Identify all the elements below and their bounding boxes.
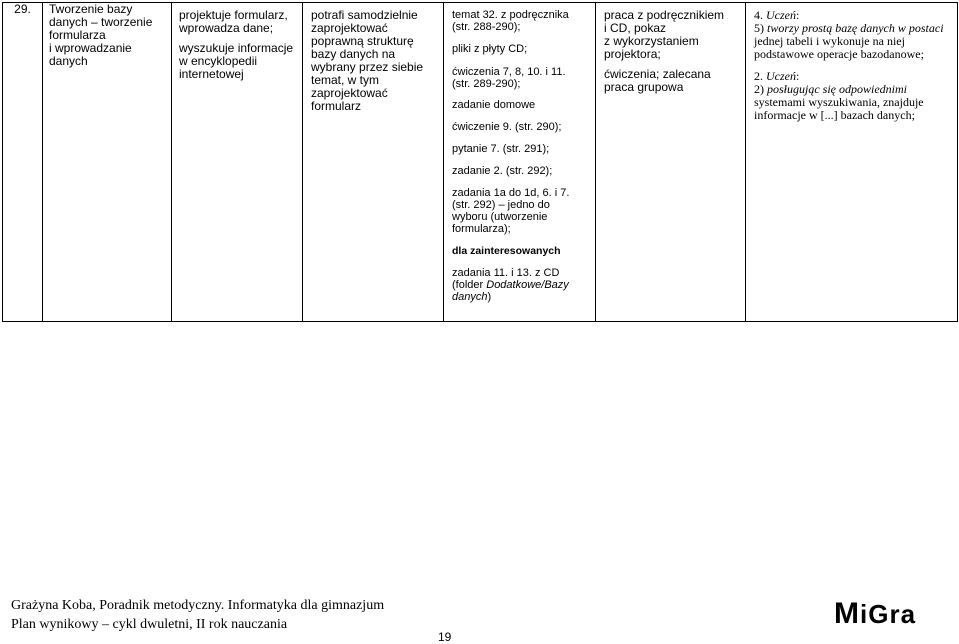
materials <box>444 3 595 303</box>
requirement-line: wprowadza dane; <box>179 21 274 35</box>
interested-heading: dla zainteresowanych <box>452 245 561 257</box>
methods-line: projektora; <box>604 47 661 61</box>
standards <box>746 3 957 122</box>
materials-line: (folder Dodatkowe/Bazy <box>452 279 569 291</box>
page-number: 19 <box>438 630 452 644</box>
topic-text <box>43 3 171 68</box>
requirement-item <box>179 9 296 35</box>
materials-line: ćwiczenia 7, 8, 10. i 11. <box>452 66 566 78</box>
methods-line: ćwiczenia; zalecana <box>604 67 711 81</box>
standard-line: 2) posługując się odpowiednimi <box>754 82 907 96</box>
topic-line: formularza <box>49 28 106 42</box>
materials-line: pliki z płyty CD; <box>452 43 528 55</box>
materials-line: danych) <box>452 291 492 303</box>
methods-line: praca grupowa <box>604 80 684 94</box>
row-number-cell <box>3 3 43 322</box>
footer-plan-line: Plan wynikowy – cykl dwuletni, II rok nauczania <box>11 617 288 632</box>
lesson-plan-table <box>2 2 958 322</box>
materials-line: formularza); <box>452 223 511 235</box>
materials-line: ćwiczenie 9. (str. 290); <box>452 121 562 133</box>
requirement-line: wyszukuje informacje <box>179 41 294 55</box>
materials-line: (str. 289-290); <box>452 78 521 90</box>
topic-cell <box>43 3 172 322</box>
row-number: 29. <box>14 2 31 16</box>
requirement-line: potrafi samodzielnie <box>311 8 418 22</box>
standard-heading: 4. Uczeń: <box>754 8 800 22</box>
table-row <box>3 3 958 322</box>
materials-line: pytanie 7. (str. 291); <box>452 143 550 155</box>
methods-cell <box>596 3 746 322</box>
basic-requirements-cell <box>172 3 303 322</box>
methods <box>596 3 745 94</box>
homework-heading: zadanie domowe <box>452 99 536 111</box>
materials-line: zadania 11. i 13. z CD <box>452 267 560 279</box>
requirement-line: bazy danych na <box>311 47 396 61</box>
extended-requirements <box>303 3 443 113</box>
standards-cell <box>746 3 958 322</box>
topic-line: Tworzenie bazy <box>49 2 133 16</box>
materials-line: wyboru (utworzenie <box>452 211 548 223</box>
requirement-line: wybrany przez siebie <box>311 60 424 74</box>
methods-line: i CD, pokaz <box>604 21 667 35</box>
requirement-line: zaprojektować formularz <box>311 86 388 113</box>
requirement-line: temat, w tym <box>311 73 380 87</box>
standard-line: podstawowe operacje bazodanowe; <box>754 47 924 61</box>
requirement-line: internetowej <box>179 67 244 81</box>
standard-heading: 2. Uczeń: <box>754 69 800 83</box>
standard-line: informacje w [...] bazach danych; <box>754 108 915 122</box>
methods-line: praca z podręcznikiem <box>604 8 725 22</box>
requirement-item <box>179 42 296 81</box>
requirement-line: poprawną strukturę <box>311 34 414 48</box>
topic-line: i wprowadzanie <box>49 41 132 55</box>
materials-line: (str. 288-290); <box>452 21 521 33</box>
basic-requirements <box>172 3 302 81</box>
materials-line: zadanie 2. (str. 292); <box>452 165 553 177</box>
standard-line: systemami wyszukiwania, znajduje <box>754 95 924 109</box>
requirement-line: projektuje formularz, <box>179 8 288 22</box>
standard-line: 5) tworzy prostą bazę danych w postaci <box>754 21 944 35</box>
materials-line: (str. 292) – jedno do <box>452 199 550 211</box>
materials-line: zadania 1a do 1d, 6. i 7. <box>452 187 570 199</box>
materials-line: temat 32. z podręcznika <box>452 9 569 21</box>
topic-line: danych – tworzenie <box>49 15 153 29</box>
topic-line: danych <box>49 54 88 68</box>
methods-line: z wykorzystaniem <box>604 34 699 48</box>
publisher-logo: MiGra <box>834 597 917 630</box>
materials-cell <box>444 3 596 322</box>
footer-author-line: Grażyna Koba, Poradnik metodyczny. Informatyka dla gimnazjum <box>11 598 385 613</box>
requirement-line: zaprojektować <box>311 21 388 35</box>
requirement-line: w encyklopedii <box>179 54 258 68</box>
extended-requirements-cell <box>303 3 444 322</box>
standard-line: jednej tabeli i wykonuje na niej <box>754 34 905 48</box>
